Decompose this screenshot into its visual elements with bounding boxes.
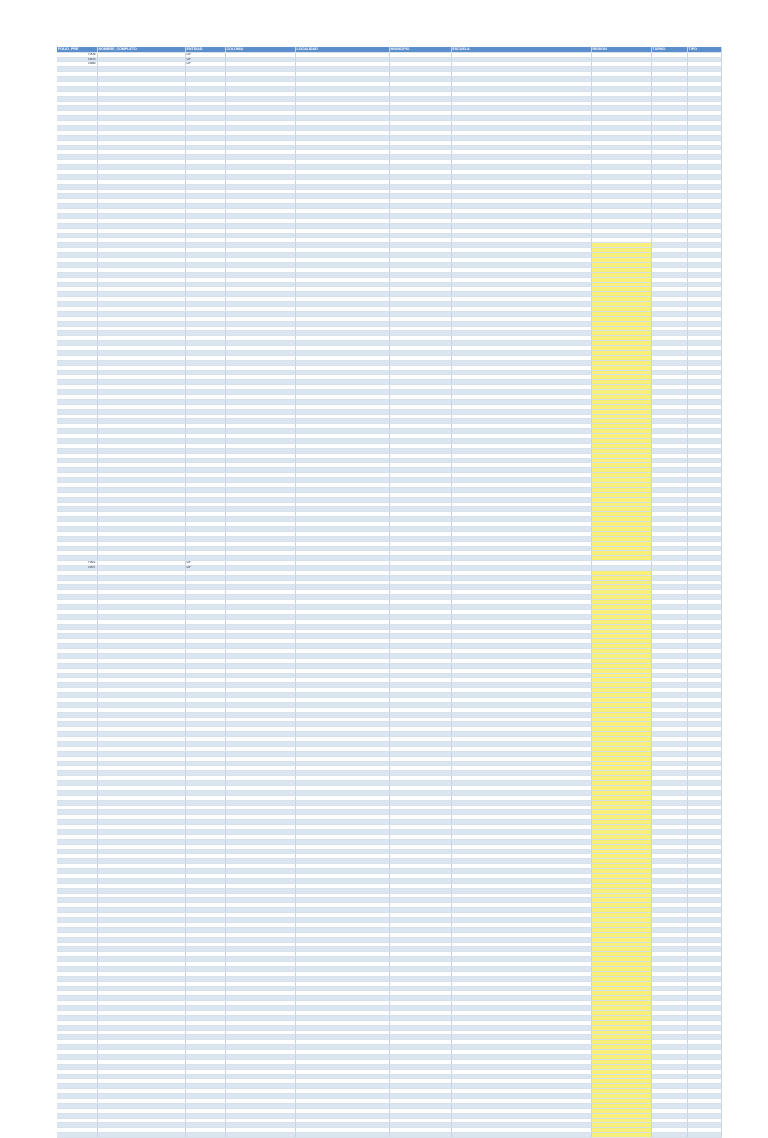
- col-header-nombre: NOMBRE_COMPLETO: [97, 47, 185, 52]
- table-cell: 7897: [57, 565, 97, 570]
- col-header-localidad: LOCALIDAD: [295, 47, 389, 52]
- table-cell: DF: [185, 57, 225, 62]
- col-header-entidad: ENTIDAD: [185, 47, 225, 52]
- records-table-top: [57, 47, 722, 605]
- table-cell: DF: [185, 52, 225, 57]
- filler-row: [57, 1133, 721, 1138]
- table-cell: DF: [185, 561, 225, 565]
- table-cell: 7961: [57, 561, 97, 565]
- col-header-colonia: COLONIA: [225, 47, 295, 52]
- records-body-bottom: [57, 561, 721, 1138]
- spreadsheet-page-bottom: [57, 561, 721, 1024]
- col-header-municipio: MUNICIPIO: [389, 47, 451, 52]
- col-header-escuela: ESCUELA: [451, 47, 591, 52]
- table-cell: 7893: [57, 57, 97, 62]
- table-cell: DF: [185, 62, 225, 67]
- col-header-tipo: TIPO: [687, 47, 721, 52]
- records-table-bottom: [57, 561, 722, 1138]
- col-header-turno: TURNO: [651, 47, 687, 52]
- table-cell: 7886: [57, 62, 97, 67]
- table-cell: DF: [185, 565, 225, 570]
- spreadsheet-page-top: [57, 47, 721, 503]
- records-body-top: [57, 52, 721, 605]
- col-header-region: REGION: [591, 47, 651, 52]
- table-cell: 7908: [57, 52, 97, 57]
- col-header-folio: FOLIO_PRE: [57, 47, 97, 52]
